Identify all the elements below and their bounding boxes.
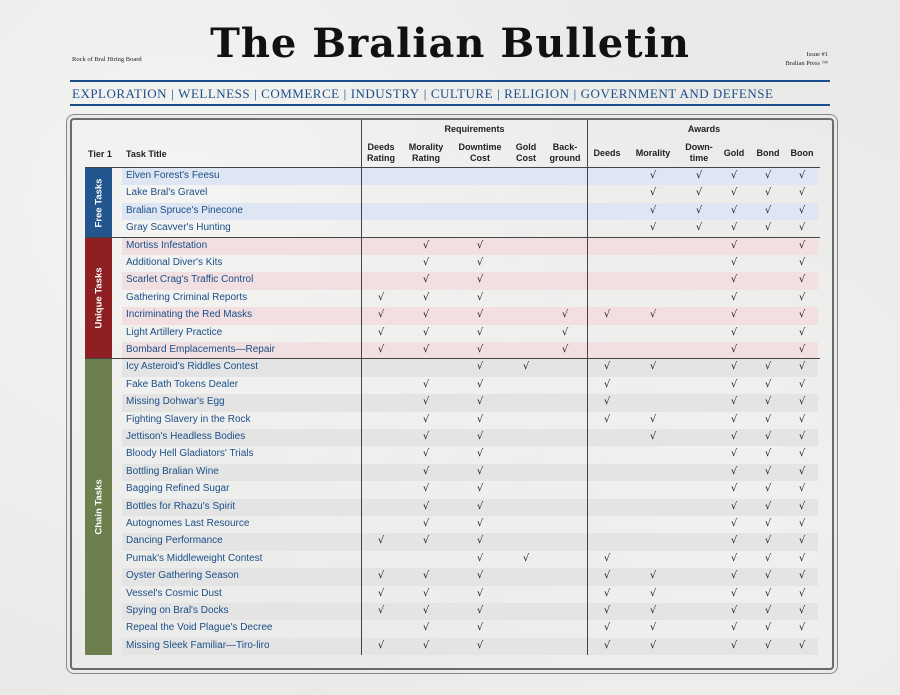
table-row (122, 429, 818, 446)
check-mark: √ (730, 431, 738, 442)
check-mark: √ (422, 465, 430, 477)
task-title[interactable]: Vessel's Cosmic Dust (126, 587, 222, 599)
check-mark: √ (798, 500, 806, 512)
check-mark: √ (730, 326, 738, 338)
check-mark: √ (649, 413, 657, 425)
table-row (122, 255, 818, 272)
check-mark: √ (422, 500, 430, 512)
check-mark: √ (476, 639, 484, 651)
award-col-header: Morality (635, 148, 671, 158)
check-mark: √ (730, 291, 738, 303)
check-mark: √ (695, 222, 703, 234)
column-divider (587, 120, 588, 655)
check-mark: √ (798, 257, 806, 268)
check-mark: √ (798, 605, 806, 616)
task-title[interactable]: Additional Diver's Kits (126, 257, 223, 268)
table-row (122, 394, 818, 411)
check-mark: √ (730, 465, 738, 477)
table-row (122, 499, 818, 516)
check-mark: √ (764, 483, 772, 495)
check-mark: √ (476, 587, 484, 599)
nav-separator: | (497, 86, 501, 101)
section-band-unique-tasks (85, 238, 112, 360)
check-mark: √ (377, 639, 385, 651)
check-mark: √ (798, 639, 806, 651)
task-title[interactable]: Bloody Hell Gladiators' Trials (126, 448, 254, 460)
check-mark: √ (603, 413, 611, 425)
check-mark: √ (649, 222, 657, 234)
task-title-header: Task Title (126, 149, 167, 159)
top-rule (70, 80, 830, 82)
table-row (122, 412, 818, 429)
task-title[interactable]: Elven Forest's Feesu (126, 170, 220, 181)
check-mark: √ (422, 291, 430, 303)
check-mark: √ (730, 483, 738, 495)
table-row (122, 586, 818, 603)
nav-item-industry[interactable]: INDUSTRY (350, 86, 420, 101)
check-mark: √ (730, 518, 738, 529)
section-label: Unique Tasks (93, 267, 104, 330)
check-mark: √ (730, 378, 738, 390)
check-mark: √ (730, 639, 738, 651)
award-col-header: Down- time (685, 142, 713, 163)
check-mark: √ (603, 361, 611, 373)
check-mark: √ (476, 622, 484, 634)
check-mark: √ (603, 570, 611, 582)
award-col-header: Deeds (593, 148, 621, 158)
check-mark: √ (764, 378, 772, 390)
issue-number: Issue #1 (806, 51, 828, 58)
check-mark: √ (561, 326, 569, 338)
check-mark: √ (377, 587, 385, 599)
check-mark: √ (476, 518, 484, 529)
check-mark: √ (476, 431, 484, 442)
req-col-header: Back- ground (549, 142, 581, 163)
table-row (122, 551, 818, 568)
bottom-rule (70, 104, 830, 106)
check-mark: √ (764, 204, 772, 216)
check-mark: √ (476, 552, 484, 564)
check-mark: √ (798, 291, 806, 303)
check-mark: √ (603, 622, 611, 634)
task-title[interactable]: Jettison's Headless Bodies (126, 431, 246, 442)
check-mark: √ (730, 413, 738, 425)
check-mark: √ (764, 465, 772, 477)
check-mark: √ (422, 274, 430, 286)
nav-separator: | (254, 86, 258, 101)
check-mark: √ (730, 239, 738, 251)
table-row (122, 220, 818, 237)
check-mark: √ (476, 396, 484, 408)
check-mark: √ (798, 483, 806, 495)
check-mark: √ (798, 518, 806, 529)
check-mark: √ (649, 431, 657, 442)
check-mark: √ (764, 396, 772, 408)
check-mark: √ (603, 587, 611, 599)
check-mark: √ (798, 587, 806, 599)
table-row (122, 307, 818, 324)
task-title[interactable]: Fake Bath Tokens Dealer (126, 378, 239, 390)
check-mark: √ (764, 187, 772, 199)
check-mark: √ (422, 639, 430, 651)
check-mark: √ (798, 222, 806, 234)
task-title[interactable]: Fighting Slavery in the Rock (126, 413, 251, 425)
table-row (122, 620, 818, 637)
nav-separator: | (171, 86, 175, 101)
check-mark: √ (730, 204, 738, 216)
table-row (122, 238, 818, 255)
check-mark: √ (798, 239, 806, 251)
req-col-header: Morality Rating (408, 142, 444, 163)
check-mark: √ (649, 622, 657, 634)
check-mark: √ (798, 361, 806, 373)
table-row (122, 481, 818, 498)
table-row (122, 325, 818, 342)
task-title[interactable]: Missing Sleek Familiar—Tiro-liro (126, 639, 270, 651)
check-mark: √ (730, 396, 738, 408)
check-mark: √ (798, 274, 806, 286)
tier-header: Tier 1 (88, 149, 112, 159)
table-row (122, 603, 818, 620)
task-title[interactable]: Mortiss Infestation (126, 239, 208, 251)
nav-separator: | (573, 86, 577, 101)
check-mark: √ (798, 378, 806, 390)
req-col-header: Deeds Rating (367, 142, 395, 163)
check-mark: √ (649, 605, 657, 616)
req-col-header: Downtime Cost (458, 142, 502, 163)
check-mark: √ (476, 465, 484, 477)
check-mark: √ (649, 361, 657, 373)
task-title[interactable]: Repeal the Void Plague's Decree (126, 622, 273, 634)
check-mark: √ (476, 309, 484, 321)
check-mark: √ (764, 361, 772, 373)
check-mark: √ (476, 500, 484, 512)
check-mark: √ (476, 378, 484, 390)
check-mark: √ (422, 309, 430, 321)
check-mark: √ (476, 413, 484, 425)
check-mark: √ (798, 535, 806, 547)
section-label: Chain Tasks (93, 479, 104, 535)
check-mark: √ (422, 483, 430, 495)
requirements-header: Requirements (444, 124, 505, 134)
check-mark: √ (522, 552, 530, 564)
check-mark: √ (377, 344, 385, 355)
section-band-free-tasks (85, 168, 112, 238)
table-row (122, 464, 818, 481)
table-row (122, 272, 818, 289)
check-mark: √ (422, 448, 430, 460)
check-mark: √ (730, 187, 738, 199)
check-mark: √ (730, 222, 738, 234)
check-mark: √ (730, 587, 738, 599)
nav-item-commerce[interactable]: COMMERCE (261, 86, 340, 101)
check-mark: √ (798, 170, 806, 181)
table-row (122, 516, 818, 533)
table-row (122, 290, 818, 307)
check-mark: √ (603, 378, 611, 390)
check-mark: √ (377, 535, 385, 547)
table-row (122, 168, 818, 185)
table-row (122, 342, 818, 359)
table-row (122, 359, 818, 376)
check-mark: √ (764, 500, 772, 512)
check-mark: √ (476, 605, 484, 616)
check-mark: √ (798, 622, 806, 634)
nav-separator: | (423, 86, 427, 101)
check-mark: √ (764, 587, 772, 599)
nav-separator: | (343, 86, 347, 101)
check-mark: √ (377, 570, 385, 582)
check-mark: √ (649, 309, 657, 321)
check-mark: √ (730, 361, 738, 373)
task-title[interactable]: Oyster Gathering Season (126, 570, 239, 582)
check-mark: √ (422, 535, 430, 547)
check-mark: √ (764, 448, 772, 460)
check-mark: √ (764, 431, 772, 442)
task-title[interactable]: Bombard Emplacements—Repair (126, 344, 275, 355)
task-title[interactable]: Autognomes Last Resource (126, 518, 250, 529)
check-mark: √ (476, 274, 484, 286)
check-mark: √ (764, 622, 772, 634)
check-mark: √ (798, 344, 806, 355)
check-mark: √ (422, 605, 430, 616)
check-mark: √ (730, 448, 738, 460)
check-mark: √ (730, 570, 738, 582)
check-mark: √ (422, 587, 430, 599)
check-mark: √ (764, 518, 772, 529)
check-mark: √ (764, 170, 772, 181)
check-mark: √ (798, 570, 806, 582)
check-mark: √ (603, 639, 611, 651)
req-col-header: Gold Cost (515, 142, 537, 163)
section-nav (72, 86, 832, 102)
task-title[interactable]: Lake Bral's Gravel (126, 187, 208, 199)
awards-header: Awards (687, 124, 721, 134)
check-mark: √ (798, 187, 806, 199)
table-row (122, 568, 818, 585)
check-mark: √ (422, 378, 430, 390)
check-mark: √ (476, 570, 484, 582)
check-mark: √ (649, 587, 657, 599)
check-mark: √ (603, 309, 611, 321)
task-title[interactable]: Bralian Spruce's Pinecone (126, 204, 243, 216)
task-title[interactable]: Dancing Performance (126, 535, 223, 547)
check-mark: √ (649, 639, 657, 651)
task-title[interactable]: Incriminating the Red Masks (126, 309, 253, 321)
table-row (122, 185, 818, 202)
check-mark: √ (730, 257, 738, 268)
check-mark: √ (695, 187, 703, 199)
check-mark: √ (649, 570, 657, 582)
check-mark: √ (764, 552, 772, 564)
check-mark: √ (603, 396, 611, 408)
check-mark: √ (695, 170, 703, 181)
column-divider (361, 120, 362, 655)
check-mark: √ (730, 274, 738, 286)
check-mark: √ (422, 518, 430, 529)
task-title[interactable]: Icy Asteroid's Riddles Contest (126, 361, 258, 373)
check-mark: √ (476, 535, 484, 547)
check-mark: √ (422, 413, 430, 425)
check-mark: √ (764, 413, 772, 425)
check-mark: √ (476, 448, 484, 460)
award-col-header: Bond (756, 148, 780, 158)
check-mark: √ (422, 326, 430, 338)
check-mark: √ (730, 344, 738, 355)
check-mark: √ (476, 344, 484, 355)
check-mark: √ (730, 552, 738, 564)
check-mark: √ (764, 535, 772, 547)
table-row (122, 203, 818, 220)
check-mark: √ (764, 605, 772, 616)
check-mark: √ (377, 291, 385, 303)
check-mark: √ (695, 204, 703, 216)
check-mark: √ (476, 239, 484, 251)
check-mark: √ (798, 204, 806, 216)
check-mark: √ (603, 552, 611, 564)
check-mark: √ (377, 326, 385, 338)
check-mark: √ (649, 204, 657, 216)
check-mark: √ (422, 239, 430, 251)
issue-info (786, 50, 828, 68)
check-mark: √ (649, 170, 657, 181)
check-mark: √ (730, 535, 738, 547)
masthead-title: The Bralian Bulletin (210, 20, 690, 67)
task-title[interactable]: Scarlet Crag's Traffic Control (126, 274, 254, 286)
check-mark: √ (377, 309, 385, 321)
check-mark: √ (476, 326, 484, 338)
check-mark: √ (422, 257, 430, 268)
check-mark: √ (422, 570, 430, 582)
table-row (122, 638, 818, 655)
task-title[interactable]: Bagging Refined Sugar (126, 483, 230, 495)
section-label: Free Tasks (93, 178, 104, 228)
task-title[interactable]: Bottling Bralian Wine (126, 465, 219, 477)
task-title[interactable]: Gathering Criminal Reports (126, 291, 248, 303)
task-title[interactable]: Gray Scavver's Hunting (126, 222, 231, 234)
check-mark: √ (476, 361, 484, 373)
check-mark: √ (764, 222, 772, 234)
check-mark: √ (730, 309, 738, 321)
check-mark: √ (798, 309, 806, 321)
check-mark: √ (476, 483, 484, 495)
check-mark: √ (730, 605, 738, 616)
task-title[interactable]: Missing Dohwar's Egg (126, 396, 225, 408)
task-title[interactable]: Spying on Bral's Docks (126, 605, 229, 616)
table-row (122, 377, 818, 394)
check-mark: √ (730, 500, 738, 512)
check-mark: √ (764, 639, 772, 651)
press-name: Bralian Press ™ (785, 60, 828, 67)
nav-item-exploration[interactable]: EXPLORATION (72, 86, 168, 101)
check-mark: √ (730, 622, 738, 634)
check-mark: √ (798, 552, 806, 564)
check-mark: √ (798, 396, 806, 408)
check-mark: √ (476, 291, 484, 303)
check-mark: √ (764, 570, 772, 582)
nav-item-culture[interactable]: CULTURE (430, 86, 494, 101)
check-mark: √ (561, 344, 569, 355)
header-divider (85, 167, 820, 168)
check-mark: √ (422, 396, 430, 408)
check-mark: √ (422, 344, 430, 355)
check-mark: √ (377, 605, 385, 616)
check-mark: √ (798, 448, 806, 460)
check-mark: √ (798, 465, 806, 477)
section-band-chain-tasks (85, 359, 112, 655)
task-title[interactable]: Light Artillery Practice (126, 326, 223, 338)
check-mark: √ (422, 431, 430, 442)
nav-item-government-and-defense[interactable]: GOVERNMENT AND DEFENSE (580, 86, 774, 101)
check-mark: √ (422, 622, 430, 634)
check-mark: √ (649, 187, 657, 199)
check-mark: √ (561, 309, 569, 321)
award-col-header: Gold (723, 148, 745, 158)
check-mark: √ (798, 413, 806, 425)
table-row (122, 446, 818, 463)
check-mark: √ (798, 326, 806, 338)
award-col-header: Boon (790, 148, 814, 158)
hiring-board-note: Rock of Bral Hiring Board (72, 56, 142, 63)
check-mark: √ (603, 605, 611, 616)
check-mark: √ (730, 170, 738, 181)
task-title[interactable]: Bottles for Rhazu's Spirit (126, 500, 236, 512)
table-row (122, 533, 818, 550)
check-mark: √ (798, 431, 806, 442)
check-mark: √ (476, 257, 484, 268)
nav-item-wellness[interactable]: WELLNESS (178, 86, 251, 101)
nav-item-religion[interactable]: RELIGION (504, 86, 570, 101)
check-mark: √ (522, 361, 530, 373)
task-title[interactable]: Pumak's Middleweight Contest (126, 552, 263, 564)
